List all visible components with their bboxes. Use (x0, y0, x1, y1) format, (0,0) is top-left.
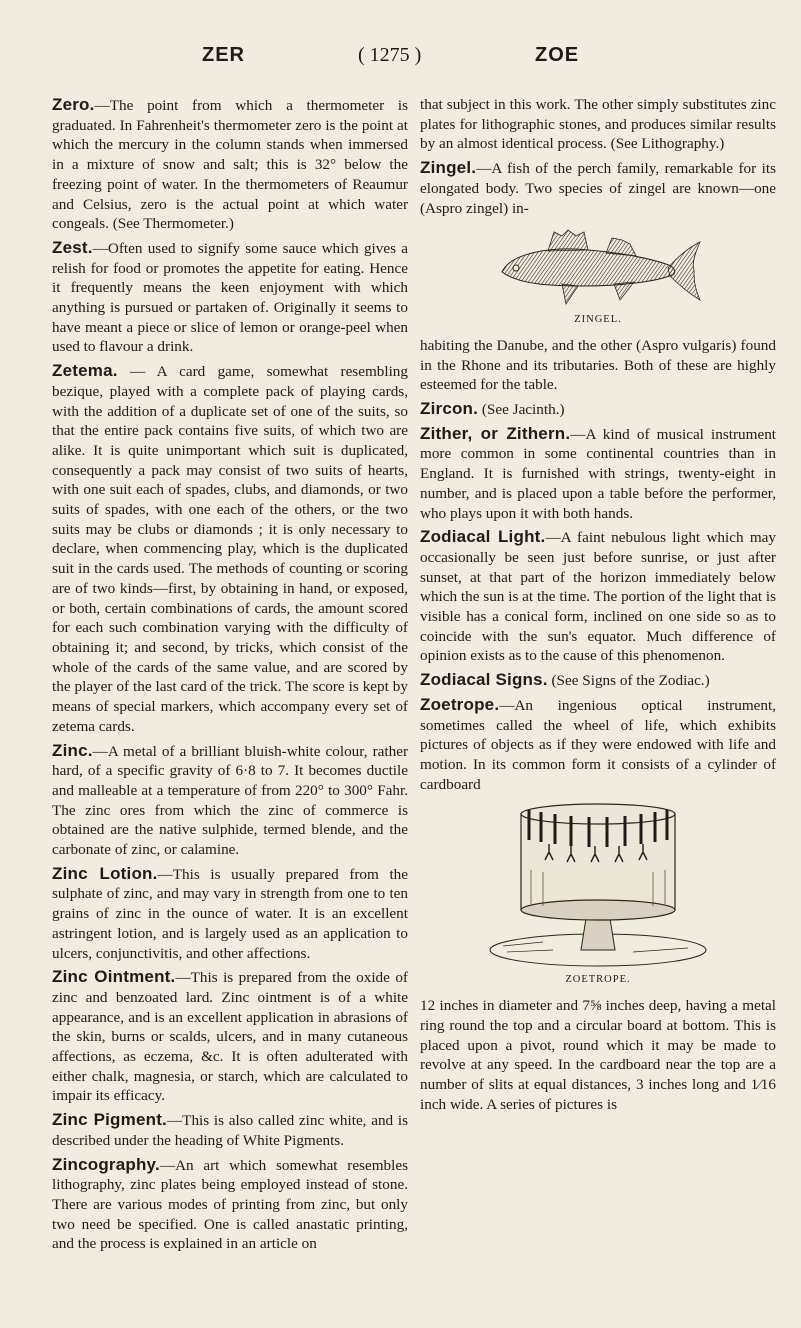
zoetrope-caption: ZOETROPE. (565, 974, 631, 986)
entry-zero: Zero.—The point from which a thermometer is graduated. In Fahrenheit's thermometer zero is the point at which the mercury in the column stands when immersed in a mixture of snow and salt; this is 32° below the freezing point of water. In the thermometers of Reaumur and Celsius, zero is the actual point at which water congeals. (See Thermometer.) (52, 95, 408, 233)
entry-head: Zinc Lotion. (52, 863, 158, 883)
entry-head: Zoetrope. (420, 694, 500, 714)
entry-zest: Zest.—Often used to signify some sauce which gives a relish for food or promotes the appetite for eating. Hence it frequently means the keen enjoyment with which anything is pursued or partaken of. Originally it seems to have meant a piece or slice of lemon or orange-peel when used to flavour a drink. (52, 237, 408, 356)
entry-zodiacal-light: Zodiacal Light.—A faint nebulous light which may occasionally be seen just before sunrise, or just after sunset, at that part of the horizon immediately below which the sun is at the time. The portion of the light that is visible has a conical form, inclined on one side so as to coincide with the sun's equator. Much difference of opinion exists as to the cause of this phenomenon. (420, 527, 776, 665)
entry-zinc: Zinc.—A metal of a brilliant bluish-white colour, rather hard, of a specific gravity of 6·8 to 7. It becomes ductile and malleable at a temperature of from 220° to 300° Fahr. The zinc ores from which the zinc of commerce is obtained are the native sulphide, termed blende, and the carbonate of zinc, or calamine. (52, 740, 408, 859)
entry-zoetrope: Zoetrope.—An ingenious optical instrument, sometimes called the wheel of life, which exhibits pictures of objects as if they were endowed with life and motion. In its common form it consists of a cylinder of cardboard (420, 694, 776, 793)
entry-text: A metal of a brilliant bluish-white colour, rather hard, of a specific gravity of 6·8 to 7. It becomes ductile and malleable at a temperature of from 220° to 300° Fahr. The zinc ores from which the zinc of commerce is obtained are the native sulphide, termed blende, and the carbonate of zinc, or calamine. (52, 742, 408, 859)
entry-zodiacal-signs (420, 670, 776, 691)
entry-head: Zero. (52, 95, 95, 114)
entry-head: Zircon. (420, 399, 479, 419)
zoetrope-continuation: 12 inches in diameter and 7⅝ inches deep, having a metal ring round the top and a circular board at bottom. This is placed upon a pivot, round which it may be made to revolve at any speed. In the cardboard near the top are a number of slits at equal distances, 3 inches long and 1⁄16 inch wide. A series of pictures is (420, 997, 776, 1113)
right-column (420, 95, 776, 1118)
entry-head: Zinc. (52, 740, 93, 760)
entry-text: A faint nebulous light which may occasionally be seen just before sunrise, or just after sunset, at that part of the horizon immediately below which the sun is at the time. The portion of the light that is visible has a conical form, inclined on one side so as to coincide with the sun's equator. Much difference of opinion exists as to the cause of this phenomenon. (420, 529, 776, 665)
running-header (0, 44, 801, 72)
entry-text: This is usually prepared from the sulphate of zinc, and may vary in strength from one to ten grains of zinc in the ounce of water. It is an excellent astringent lotion, and is largely used as an application to ulcers, conjunctivitis, and other affections. (52, 865, 409, 962)
entry-text: A card game, somewhat resembling bezique, played with a complete pack of playing cards, with the addition of a duplicate set of one of the suits, so that the entire pack contains five suits, of which two are alike. It is quite unimportant which suit is duplicated, consequently a pack may consist of two suits of hearts, with one suit each of spades, clubs, and diamonds, or two suits of spades, with one each of the others, or the two suits may be clubs or diamonds ; it is only necessary to declare, when commencing play, which is the duplicated suit in the cards used. The methods of counting or scoring are of two kinds—first, by obtaining in hand, or exposed, or both, certain combinations of cards, the amount scored for each such combination varying with the difficulty of obtaining it; and second, by tricks, which consist of the whole of the cards of the same value, and are scored by the player of the last card of the trick. The score is kept by means of special markers, which accompany every set of zetema cards. (52, 363, 408, 735)
entry-head: Zest. (52, 237, 93, 257)
entry-text: This is prepared from the oxide of zinc and benzoated lard. Zinc ointment is of a white appearance, and is an excellent application in abrasions of the skin, burns or scalds, ulcers, and in many cutaneous affections, as eczema, &c. It is often adulterated with either chalk, magnesia, or starch, which are calculated to impair its efficacy. (52, 969, 408, 1105)
entry-head: Zodiacal Light. (420, 527, 546, 547)
entry-head: Zetema. (52, 361, 118, 381)
entry-text: A fish of the perch family, remarkable for its elongated body. Two species of zingel are known—one (Aspro zingel) in- (420, 160, 776, 217)
left-column (52, 95, 408, 1258)
zincography-continuation: that subject in this work. The other simply substitutes zinc plates for lithographic stones, and produces similar results by an almost identical process. (See Lithography.) (420, 96, 776, 153)
entry-head: Zodiacal Signs. (420, 670, 548, 690)
entry-head: Zingel. (420, 158, 477, 178)
entry-head: Zither, or Zithern. (420, 423, 571, 443)
entry-zincography: Zincography.—An art which somewhat resembles lithography, zinc plates being employed instead of stone. There are various modes of printing from zinc, but only two need be specified. One is called anastatic printing, and the process is explained in an article on (52, 1154, 408, 1253)
entry-text: (See Jacinth.) (481, 401, 565, 419)
zingel-caption: ZINGEL. (574, 314, 622, 326)
entry-text: An art which somewhat resembles lithography, zinc plates being employed instead of stone. There are various modes of printing from zinc, but only two need be specified. One is called anastatic printing, and the process is explained in an article on (52, 1156, 408, 1253)
entry-head: Zinc Pigment. (52, 1110, 167, 1130)
entry-zinc-ointment: Zinc Ointment.—This is prepared from the oxide of zinc and benzoated lard. Zinc ointment is of a white appearance, and is an excellent application in abrasions of the skin, burns or scalds, ulcers, and in many cutaneous affections, as eczema, &c. It is often adulterated with either chalk, magnesia, or starch, which are calculated to impair its efficacy. (52, 967, 408, 1105)
header-left-guideword: ZER (202, 44, 245, 66)
page-number: ( 1275 ) (358, 44, 422, 66)
zingel-continuation: habiting the Danube, and the other (Aspro vulgaris) found in the Rhone and its tributaries. Both of these are highly esteemed for the table. (420, 336, 776, 394)
entry-text: The point from which a thermometer is graduated. In Fahrenheit's thermometer zero is the point at which the mercury in the column stands when immersed in a mixture of snow and salt; this is 32° below the freezing point of water. In the thermometers of Reaumur and Celsius, zero is the actual point at which water congeals. (See Thermometer.) (52, 97, 408, 233)
entry-zingel: Zingel.—A fish of the perch family, remarkable for its elongated body. Two species of zingel are known—one (Aspro zingel) in- (420, 158, 776, 217)
zoetrope-illustration (483, 800, 713, 970)
entry-text: An ingenious optical instrument, sometimes called the wheel of life, which exhibits pictures of objects as if they were endowed with life and motion. In its common form it consists of a cylinder of cardboard (420, 696, 776, 793)
header-right-guideword: ZOE (535, 44, 580, 66)
entry-text: This is also called zinc white, and is described under the heading of White Pigments. (52, 1112, 408, 1149)
entry-zetema: Zetema. — A card game, somewhat resembling bezique, played with a complete pack of playing cards, with the addition of a duplicate set of one of the suits, so that the entire pack contains five suits, of which two are alike. It is quite unimportant which suit is duplicated, consequently a pack may consist of two suits of hearts, with one suit each of spades, clubs, and diamonds, or two suits of spades, with one each of the others, or the two suits may be clubs or diamonds ; it is only necessary to declare, when commencing play, which is the duplicated suit in the cards used. The methods of counting or scoring are of two kinds—first, by obtaining in hand, or exposed, or both, certain combinations of cards, the amount scored for each such combination varying with the difficulty of obtaining it; and second, by tricks, which consist of the whole of the cards of the same value, and are scored by the player of the last card of the trick. The score is kept by means of special markers, which accompany every set of zetema cards. (52, 361, 408, 735)
entry-zircon (420, 399, 776, 420)
entry-zither: Zither, or Zithern.—A kind of musical instrument more common in some continental countries than in England. It is furnished with strings, twenty-eight in number, and is placed upon a table before the performer, who plays upon it with both hands. (420, 423, 777, 522)
entry-text: (See Signs of the Zodiac.) (551, 672, 710, 690)
entry-text: Often used to signify some sauce which gives a relish for food or promotes the appetite for eating. Hence it frequently means the keen enjoyment with which anything is pursued or partaken of. Originally it seems to have meant a piece or slice of lemon or orange-peel when used to flavour a drink. (52, 239, 408, 356)
entry-zinc-pigment: Zinc Pigment.—This is also called zinc white, and is described under the heading of White Pigments. (52, 1110, 408, 1149)
entry-head: Zinc Ointment. (52, 967, 176, 987)
entry-zinc-lotion: Zinc Lotion.—This is usually prepared from the sulphate of zinc, and may vary in strength from one to ten grains of zinc in the ounce of water. It is an excellent astringent lotion, and is largely used as an application to ulcers, conjunctivitis, and other affections. (52, 863, 409, 962)
entry-text: A kind of musical instrument more common in some continental countries than in England. It is furnished with strings, twenty-eight in number, and is placed upon a table before the performer, who plays upon it with both hands. (420, 425, 777, 522)
zingel-fish-illustration (488, 224, 708, 310)
entry-head: Zincography. (52, 1154, 160, 1174)
